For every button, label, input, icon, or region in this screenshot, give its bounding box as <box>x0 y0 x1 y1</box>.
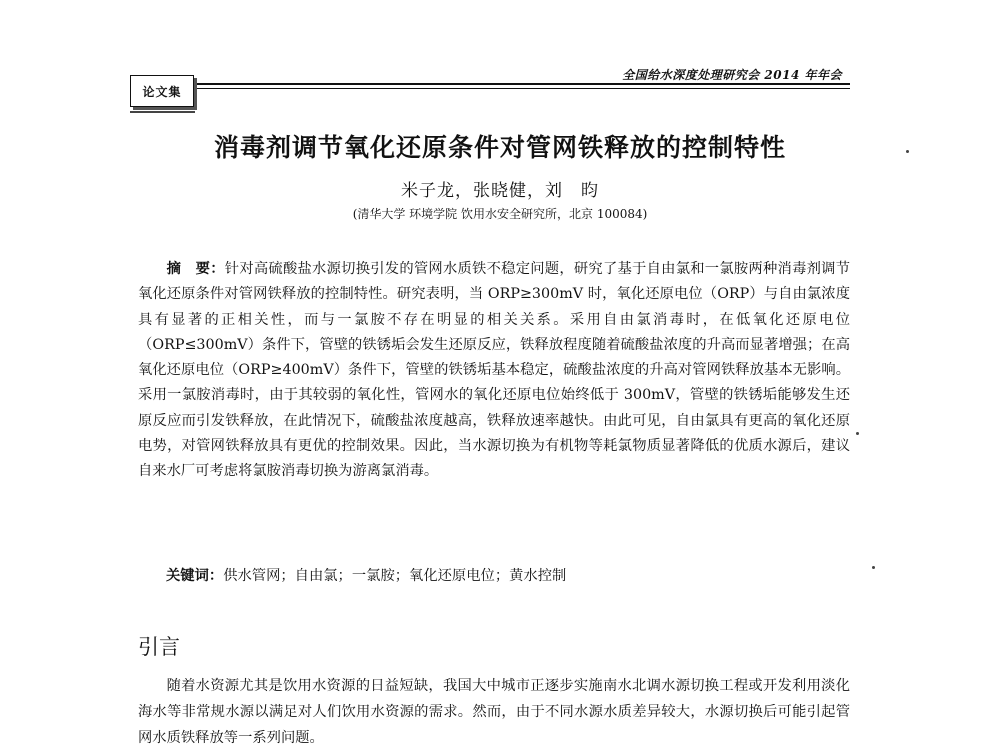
section-heading-intro: 引言 <box>138 635 180 659</box>
paper-title: 消毒剂调节氧化还原条件对管网铁释放的控制特性 <box>213 133 786 162</box>
keywords-text: 供水管网；自由氯；一氯胺；氧化还原电位；黄水控制 <box>223 568 567 584</box>
abstract-text: 针对高硫酸盐水源切换引发的管网水质铁不稳定问题，研究了基于自由氯和一氯胺两种消毒剂调节氧化还原条件对管网铁释放的控制特性。研究表明，当 ORP≥300mV 时，氧化还原电位（ORP）与自由氯浓度具有显著的正相关性，而与一氯胺不存在明显的相关关系。采用自由氯消毒时，在低氧化还原电位（ORP≤300mV）条件下，管壁的铁锈垢会发生还原反应，铁释放程度随着硫酸盐浓度的升高而显著增强；在高氧化还原电位（ORP≥400mV）条件下，管壁的铁锈垢基本稳定，硫酸盐浓度的升高对管网铁释放基本无影响。采用一氯胺消毒时，由于其较弱的氧化性，管网水的氧化还原电位始终低于 300mV，管壁的铁锈垢能够发生还原反应而引发铁释放，在此情况下，硫酸盐浓度越高，铁释放速率越快。由此可见，自由氯具有更高的氧化还原电势，对管网铁释放具有更优的控制效果。因此，当水源切换为有机物等耗氯物质显著降低的优质水源后，建议自来水厂可考虑将氯胺消毒切换为游离氯消毒。 <box>138 261 850 480</box>
scan-speck <box>856 432 859 435</box>
paper-authors: 米子龙，张晓健，刘 昀 <box>401 181 599 201</box>
abstract <box>138 257 850 485</box>
tab-underline <box>130 111 195 113</box>
section-tab <box>130 75 194 107</box>
keywords <box>166 565 566 585</box>
abstract-label: 摘 要： <box>166 261 225 277</box>
running-header: 全国给水深度处理研究会 2014 年年会 <box>622 68 842 82</box>
section-tab-label: 论文集 <box>142 84 182 99</box>
paper-affiliation: (清华大学 环境学院 饮用水安全研究所，北京 100084) <box>352 207 648 221</box>
intro-paragraph: 随着水资源尤其是饮用水资源的日益短缺，我国大中城市正逐步实施南水北调水源切换工程或开发利用淡化海水等非常规水源以满足对人们饮用水资源的需求。然而，由于不同水源水质差异较大，水源切换后可能引起管网水质铁释放等一系列问题。 <box>138 678 850 746</box>
scan-speck <box>906 150 909 153</box>
keywords-label: 关键词： <box>166 568 224 584</box>
scan-speck <box>872 566 875 569</box>
header-rule-thin <box>193 88 850 89</box>
header-rule <box>193 83 850 85</box>
